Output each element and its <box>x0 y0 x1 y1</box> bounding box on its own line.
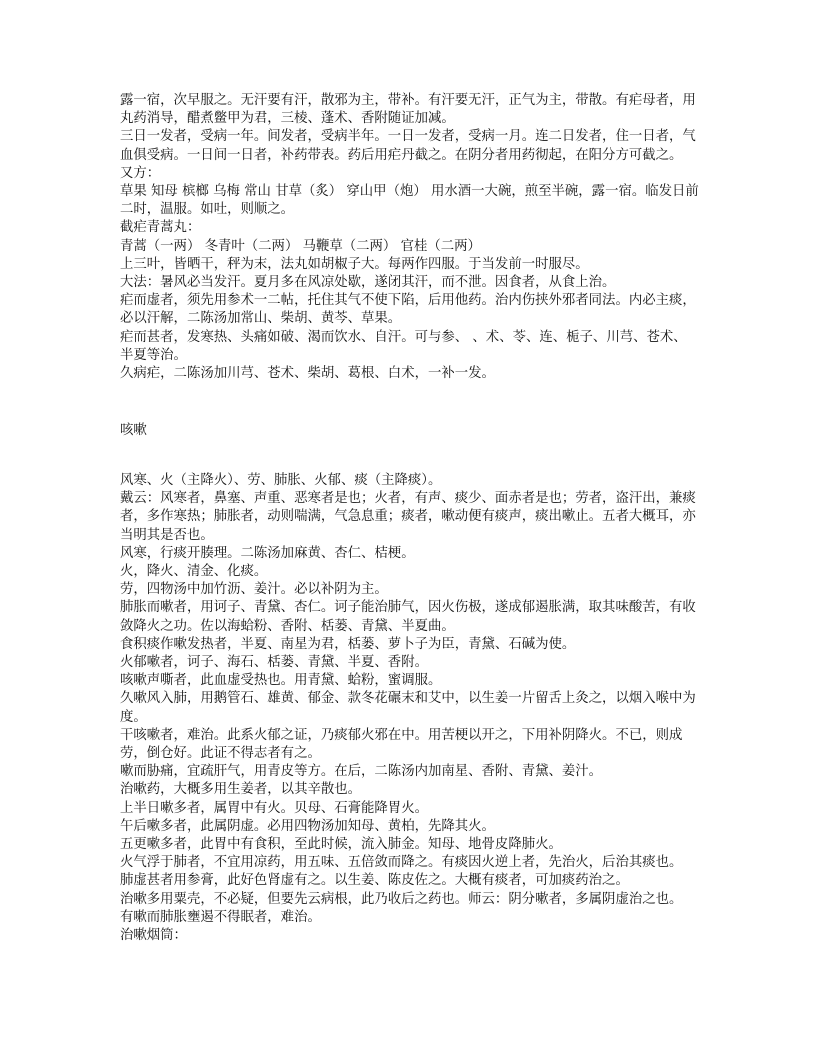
paragraph: 戴云：风寒者，鼻塞、声重、恶寒者是也；火者，有声、痰少、面赤者是也；劳者，盗汗出，兼痰者，多作寒热；肺胀者，动则喘满，气急息重；痰者，嗽动便有痰声，痰出嗽止。五者大概耳，亦当明其是否也。 <box>120 491 696 543</box>
paragraph: 火郁嗽者，诃子、海石、栝蒌、青黛、半夏、香附。 <box>120 655 428 671</box>
paragraph: 又方： <box>120 165 161 181</box>
paragraph: 午后嗽多者，此属阴虚。必用四物汤加知母、黄柏，先降其火。 <box>120 818 495 834</box>
paragraph: 久嗽风入肺，用鹅管石、雄黄、郁金、款冬花碾末和艾中，以生姜一片留舌上灸之，以烟入喉中为度。 <box>120 691 696 725</box>
paragraph: 治嗽药，大概多用生姜者，以其辛散也。 <box>120 782 362 798</box>
paragraph: 久病疟，二陈汤加川芎、苍术、柴胡、葛根、白术，一补一发。 <box>120 366 495 382</box>
paragraph: 上半日嗽多者，属胃中有火。贝母、石膏能降胃火。 <box>120 800 428 816</box>
paragraph: 疟而甚者，发寒热、头痛如破、渴而饮水、自汗。可与参、 、术、苓、连、栀子、川芎、苍术、半夏等治。 <box>120 329 687 363</box>
paragraph: 三日一发者，受病一年。间发者，受病半年。一日一发者，受病一月。连二日发者，住一日者，气血俱受病。一日间一日者，补药带表。药后用疟丹截之。在阴分者用药彻起，在阳分方可截之。 <box>120 129 696 163</box>
paragraph: 青蒿（一两） 冬青叶（二两） 马鞭草（二两） 官桂（二两） <box>120 238 481 254</box>
paragraph: 火，降火、清金、化痰。 <box>120 564 268 580</box>
paragraph: 风寒，行痰开腠理。二陈汤加麻黄、杏仁、桔梗。 <box>120 545 415 561</box>
paragraph: 肺胀而嗽者，用诃子、青黛、杏仁。诃子能治肺气，因火伤极，遂成郁遏胀满，取其味酸苦，有收敛降火之功。佐以海蛤粉、香附、栝蒌、青黛、半夏曲。 <box>120 600 696 634</box>
paragraph: 劳，四物汤中加竹沥、姜汁。必以补阴为主。 <box>120 582 388 598</box>
paragraph: 风寒、火（主降火）、劳、肺胀、火郁、痰（主降痰）。 <box>120 473 442 488</box>
cough-section <box>120 472 700 945</box>
paragraph: 肺虚甚者用参膏，此好色肾虚有之。以生姜、陈皮佐之。大概有痰者，可加痰药治之。 <box>120 873 629 889</box>
malaria-treatment-section <box>120 92 700 383</box>
paragraph: 有嗽而肺胀壅遏不得眠者，难治。 <box>120 909 321 925</box>
paragraph: 上三叶，皆晒干，秤为末，法丸如胡椒子大。每两作四服。于当发前一时服尽。 <box>120 256 589 272</box>
paragraph: 嗽而胁痛，宜疏肝气，用青皮等方。在后，二陈汤内加南星、香附、青黛、姜汁。 <box>120 764 603 780</box>
section-heading: 咳嗽 <box>120 423 147 438</box>
paragraph: 大法：暑风必当发汗。夏月多在风凉处歇，遂闭其汗，而不泄。因食者，从食上治。 <box>120 275 616 291</box>
paragraph: 五更嗽多者，此胃中有食积，至此时候，流入肺金。知母、地骨皮降肺火。 <box>120 837 562 853</box>
paragraph: 火气浮于肺者，不宜用凉药，用五味、五倍敛而降之。有痰因火逆上者，先治火，后治其痰也。 <box>120 855 683 871</box>
paragraph: 食积痰作嗽发热者，半夏、南星为君，栝蒌、萝卜子为臣，青黛、石碱为使。 <box>120 636 576 652</box>
paragraph: 治嗽烟筒： <box>120 928 187 944</box>
paragraph: 截疟青蒿丸： <box>120 220 201 236</box>
paragraph: 露一宿，次早服之。无汗要有汗，散邪为主，带补。有汗要无汗，正气为主，带散。有疟母者，用丸药消导，醋煮鳖甲为君，三棱、蓬术、香附随证加减。 <box>120 93 696 127</box>
paragraph: 疟而虚者，须先用参术一二帖，托住其气不使下陷，后用他药。治内伤挟外邪者同法。内必主痰，必以汗解，二陈汤加常山、柴胡、黄芩、草果。 <box>120 293 696 327</box>
paragraph: 草果 知母 槟榔 乌梅 常山 甘草（炙） 穿山甲（炮） 用水酒一大碗，煎至半碗，露一宿。临发日前二时，温服。如吐，则顺之。 <box>120 184 699 218</box>
paragraph: 干咳嗽者，难治。此系火郁之证，乃痰郁火邪在中。用苦梗以开之，下用补阴降火。不已，则成劳，倒仓好。此证不得志者有之。 <box>120 727 683 762</box>
paragraph: 咳嗽声嘶者，此血虚受热也。用青黛、蛤粉，蜜调服。 <box>120 673 442 689</box>
paragraph: 治嗽多用粟壳，不必疑，但要先云病根，此乃收后之药也。师云：阴分嗽者，多属阴虚治之也。 <box>120 891 683 907</box>
